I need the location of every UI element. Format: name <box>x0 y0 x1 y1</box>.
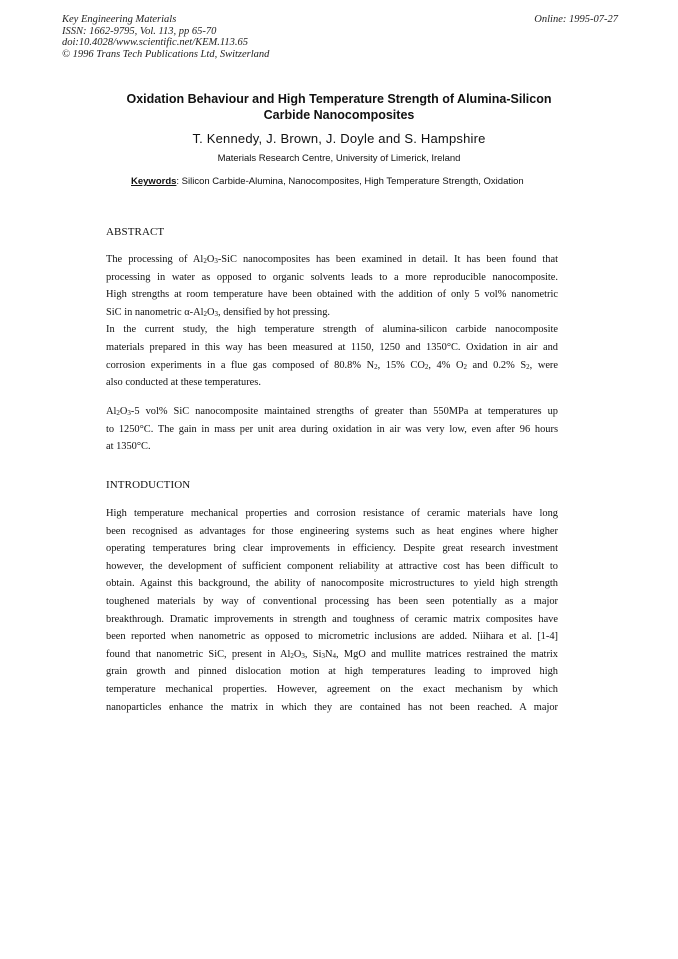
journal-header <box>62 14 269 60</box>
online-date: Online: 1995-07-27 <box>534 14 618 25</box>
text-line: grain growth and pinned dislocation motion at high temperatures leading to improved high <box>106 666 558 678</box>
text-line: however, the development of sufficient component reliability at attractive cost has been difficult to <box>106 560 558 572</box>
keywords-label: Keywords <box>131 176 177 187</box>
abstract-paragraph-1 <box>106 251 558 392</box>
issn-line: ISSN: 1662-9795, Vol. 113, pp 65-70 <box>62 25 217 37</box>
paper-title <box>100 92 578 123</box>
keywords-line <box>131 176 524 188</box>
text-line: SiC in nanometric $\alpha-Al_2O_3$, densified by hot pressing. <box>106 306 331 318</box>
text-line: breakthrough. Dramatic improvements in strength and toughness of ceramic matrix composites have <box>106 613 558 625</box>
copyright-line: © 1996 Trans Tech Publications Ltd, Switzerland <box>62 48 270 60</box>
title-line-1: Oxidation Behaviour and High Temperature Strength of Alumina-Silicon <box>126 92 552 106</box>
text-line: $Al_2O_3-5$ vol% SiC nanocomposite maintained strengths of greater than 550MPa at temperatures up <box>106 406 558 417</box>
text-line: nanoparticles enhance the matrix in which they are contained has not been reached. A major <box>106 701 558 713</box>
text-line: toughened materials by way of conventional processing has been seen potentially as a major <box>106 595 558 607</box>
text-line: also conducted at these temperatures. <box>106 377 261 389</box>
text-line: found that nanometric SiC, present in $Al_2O_3$, $Si_3N_4$, MgO and mullite matrices restrained the matrix <box>106 648 558 660</box>
text-line: been reported when nanometric as opposed to micrometric inclusions are added. Niihara et al. [1-4] <box>106 631 558 643</box>
text-line: materials prepared in this way has been measured at 1150, 1250 and 1350°C. Oxidation in air and <box>106 341 558 353</box>
text-line: operating temperatures bring clear improvements in efficiency. Despite great research investment <box>106 543 558 555</box>
text-line: to 1250°C. The gain in mass per unit area during oxidation in air was very low, even after 96 hours <box>106 423 558 435</box>
abstract-paragraph-2 <box>106 403 558 456</box>
text-line: In the current study, the high temperature strength of alumina-silicon carbide nanocomposite <box>106 324 558 336</box>
title-line-2: Carbide Nanocomposites <box>263 107 415 122</box>
journal-name: Key Engineering Materials <box>62 14 177 25</box>
doi-line: doi:10.4028/www.scientific.net/KEM.113.65 <box>62 37 248 49</box>
introduction-paragraph <box>106 505 558 716</box>
keywords-text: : Silicon Carbide-Alumina, Nanocomposites, High Temperature Strength, Oxidation <box>176 176 524 187</box>
text-line: processing in water as opposed to organic solvents leads to a more reproducible nanocomposite. <box>106 271 558 283</box>
text-line: been recognised as advantages for those engineering systems such as heat engines where higher <box>106 525 558 537</box>
text-line: The processing of $Al_2O_3$-SiC nanocomposites has been examined in detail. It has been found that <box>106 254 558 265</box>
affiliation: Materials Research Centre, University of Limerick, Ireland <box>217 153 461 164</box>
text-line: High strengths at room temperature have been obtained with the addition of only 5 vol% nanometric <box>106 289 558 301</box>
text-line: at 1350°C. <box>106 441 151 453</box>
introduction-heading: INTRODUCTION <box>106 479 191 491</box>
author-list: T. Kennedy, J. Brown, J. Doyle and S. Hampshire <box>192 131 486 146</box>
abstract-heading: ABSTRACT <box>106 226 165 238</box>
text-line: corrosion experiments in a flue gas composed of 80.8% $N_2$, 15% $CO_2$, 4% $O_2$ and 0.2% $S_2$, were <box>106 359 559 371</box>
text-line: obtain. Against this background, the ability of nanocomposite microstructures to yield high strength <box>106 578 558 590</box>
text-line: High temperature mechanical properties and corrosion resistance of ceramic materials have long <box>106 508 558 519</box>
text-line: temperature mechanical properties. However, agreement on the exact mechanism by which <box>106 683 558 695</box>
